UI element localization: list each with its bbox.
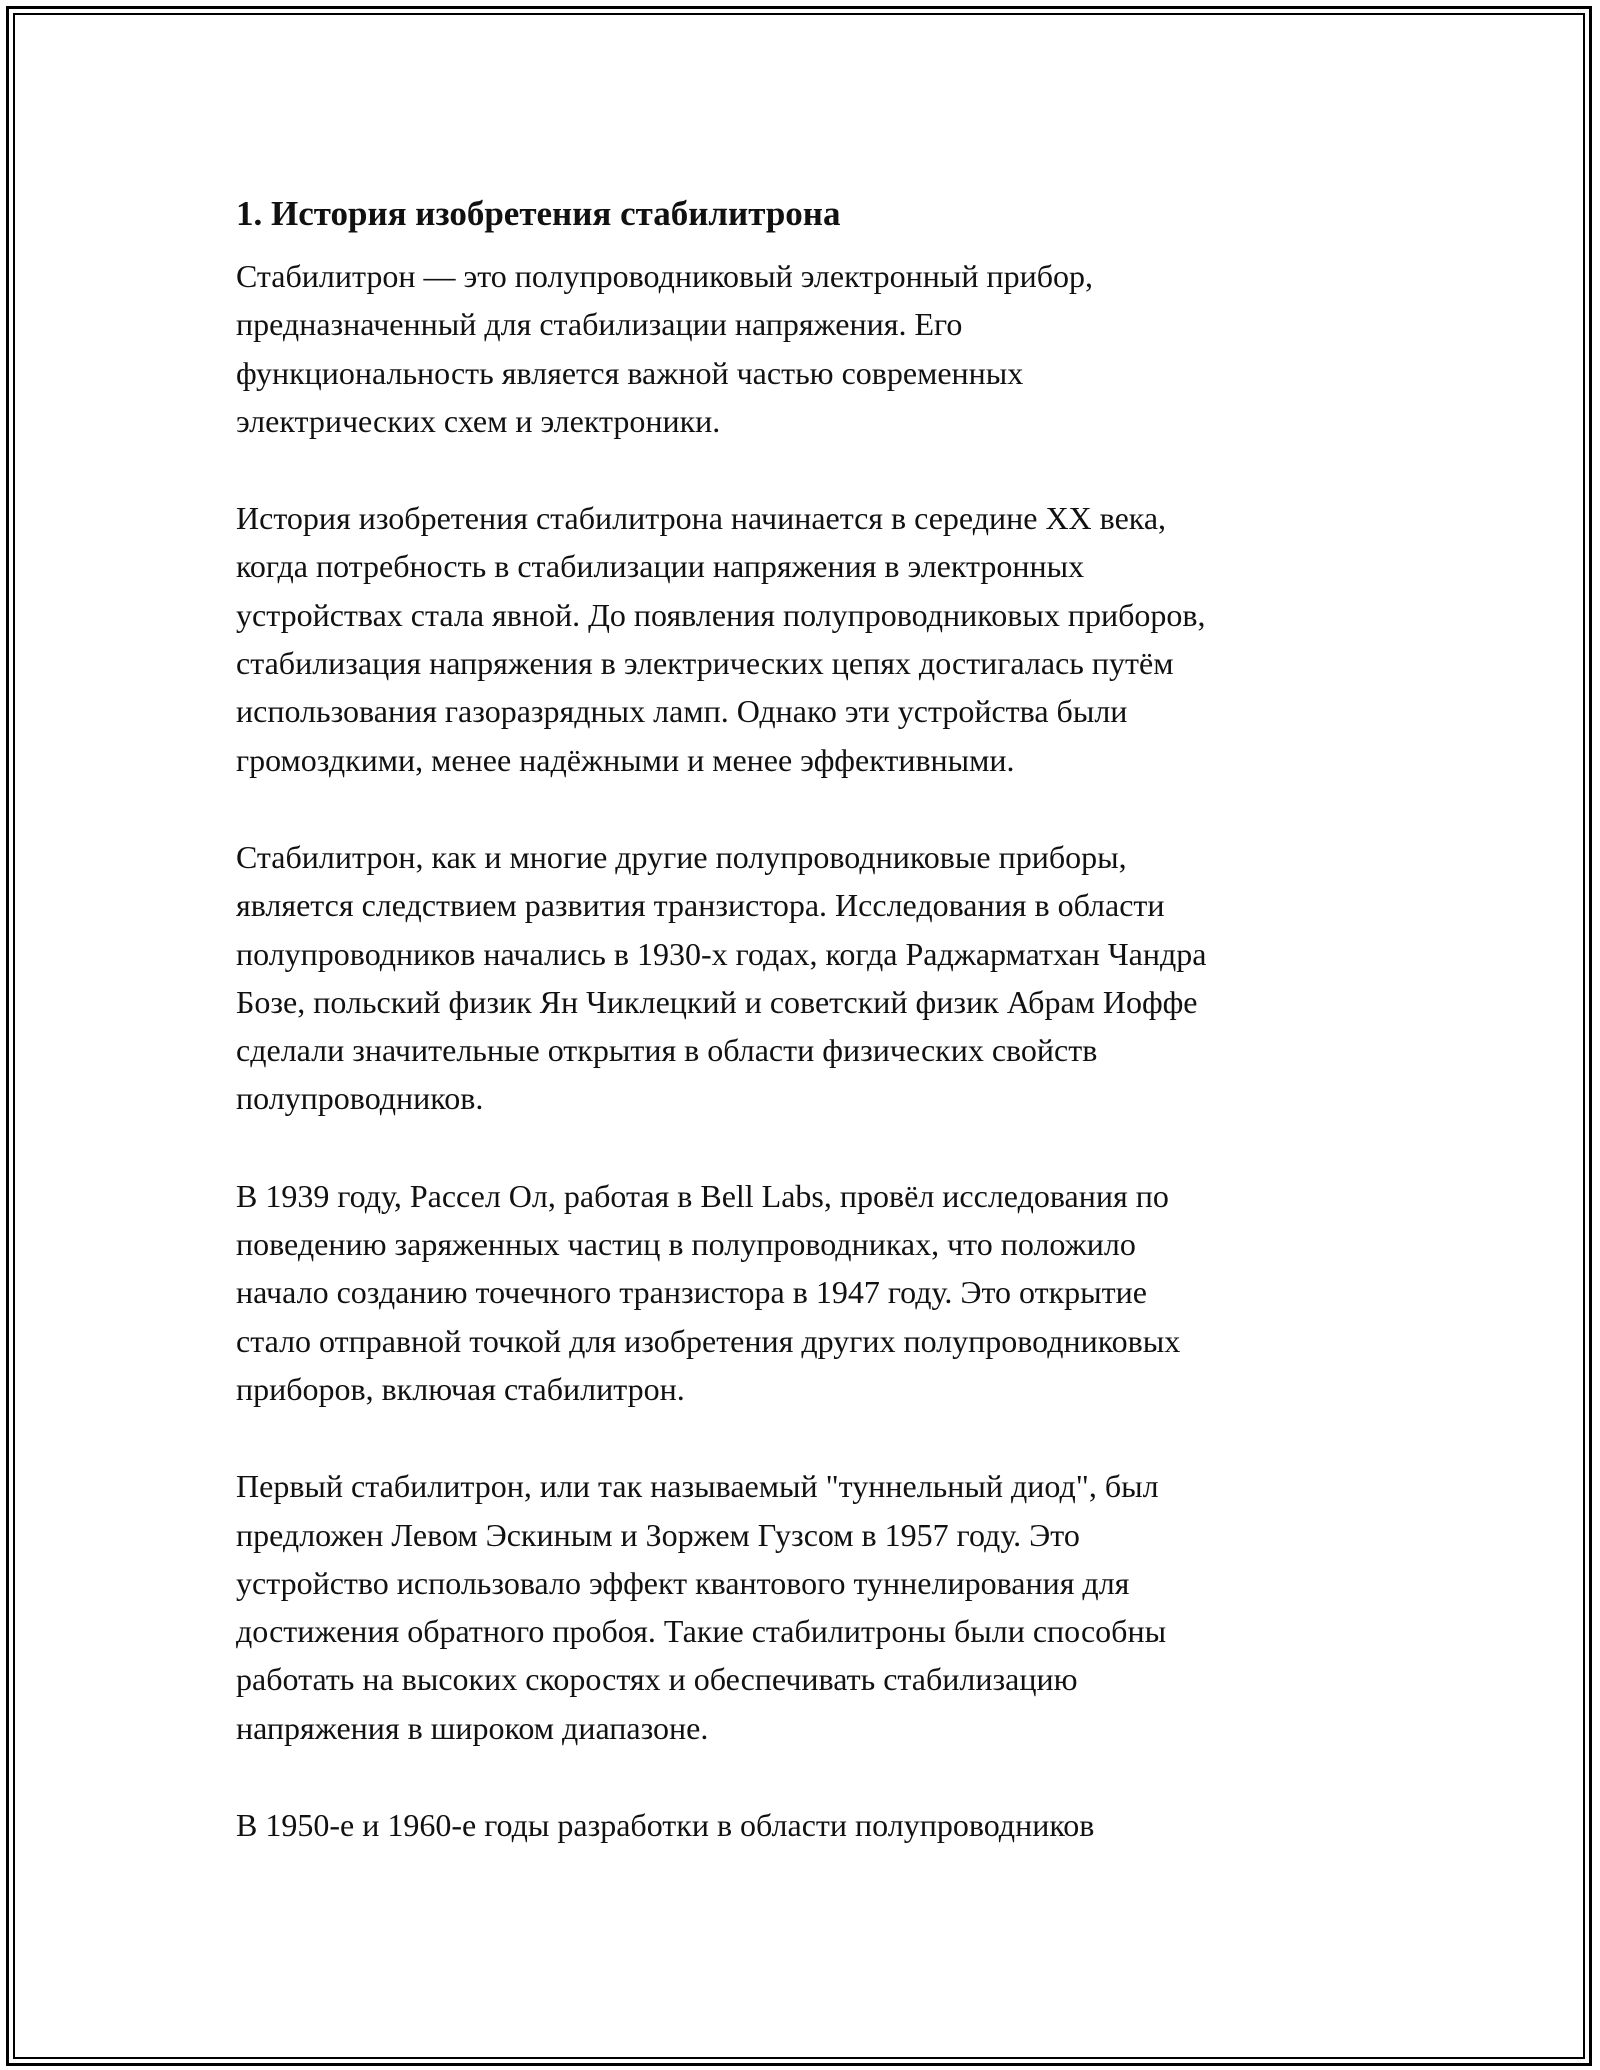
text-line: использования газоразрядных ламп. Однако эти устройства были	[236, 693, 1128, 730]
text-line: полупроводников.	[236, 1080, 484, 1117]
paragraph	[236, 494, 1376, 784]
paragraph	[236, 1801, 1376, 1849]
document-body	[236, 186, 1376, 1898]
text-line: стало отправной точкой для изобретения других полупроводниковых	[236, 1322, 1181, 1359]
text-line: когда потребность в стабилизации напряжения в электронных	[236, 548, 1085, 585]
text-line: Первый стабилитрон, или так называемый "туннельный диод", был	[236, 1468, 1159, 1505]
text-line: поведению заряженных частиц в полупроводниках, что положило	[236, 1226, 1136, 1263]
text-line: В 1939 году, Рассел Ол, работая в Bell Labs, провёл исследования по	[236, 1177, 1169, 1214]
section-heading: 1. История изобретения стабилитрона	[236, 194, 841, 233]
paragraph	[236, 252, 1376, 445]
text-line: электрических схем и электроники.	[236, 402, 721, 439]
text-line: является следствием развития транзистора. Исследования в области	[236, 887, 1165, 924]
paragraph	[236, 833, 1376, 1123]
text-line: достижения обратного пробоя. Такие стабилитроны были способны	[236, 1613, 1167, 1650]
paragraph	[236, 1462, 1376, 1752]
text-line: громоздкими, менее надёжными и менее эффективными.	[236, 741, 1015, 778]
text-line: работать на высоких скоростях и обеспечивать стабилизацию	[236, 1661, 1078, 1698]
text-line: Стабилитрон — это полупроводниковый электронный прибор,	[236, 258, 1093, 294]
text-line: В 1950-е и 1960-е годы разработки в области полупроводников	[236, 1807, 1095, 1844]
text-line: приборов, включая стабилитрон.	[236, 1370, 685, 1407]
text-line: предложен Левом Эскиным и Зоржем Гузсом в 1957 году. Это	[236, 1516, 1080, 1553]
text-line: стабилизация напряжения в электрических цепях достигалась путём	[236, 645, 1174, 682]
text-line: полупроводников начались в 1930-х годах, когда Раджарматхан Чандра	[236, 935, 1207, 972]
text-line: Бозе, польский физик Ян Чиклецкий и советский физик Абрам Иоффе	[236, 983, 1198, 1020]
text-line: напряжения в широком диапазоне.	[236, 1709, 709, 1746]
text-line: устройство использовало эффект квантового туннелирования для	[236, 1564, 1130, 1601]
text-line: устройствах стала явной. До появления полупроводниковых приборов,	[236, 596, 1206, 633]
text-line: начало созданию точечного транзистора в 1947 году. Это открытие	[236, 1274, 1147, 1311]
text-line: Стабилитрон, как и многие другие полупроводниковые приборы,	[236, 838, 1127, 875]
text-line: предназначенный для стабилизации напряжения. Его	[236, 306, 963, 343]
text-line: сделали значительные открытия в области физических свойств	[236, 1032, 1098, 1069]
text-line: История изобретения стабилитрона начинается в середине XX века,	[236, 500, 1167, 537]
text-line: функциональность является важной частью современных	[236, 354, 1024, 391]
paragraph	[236, 1172, 1376, 1413]
